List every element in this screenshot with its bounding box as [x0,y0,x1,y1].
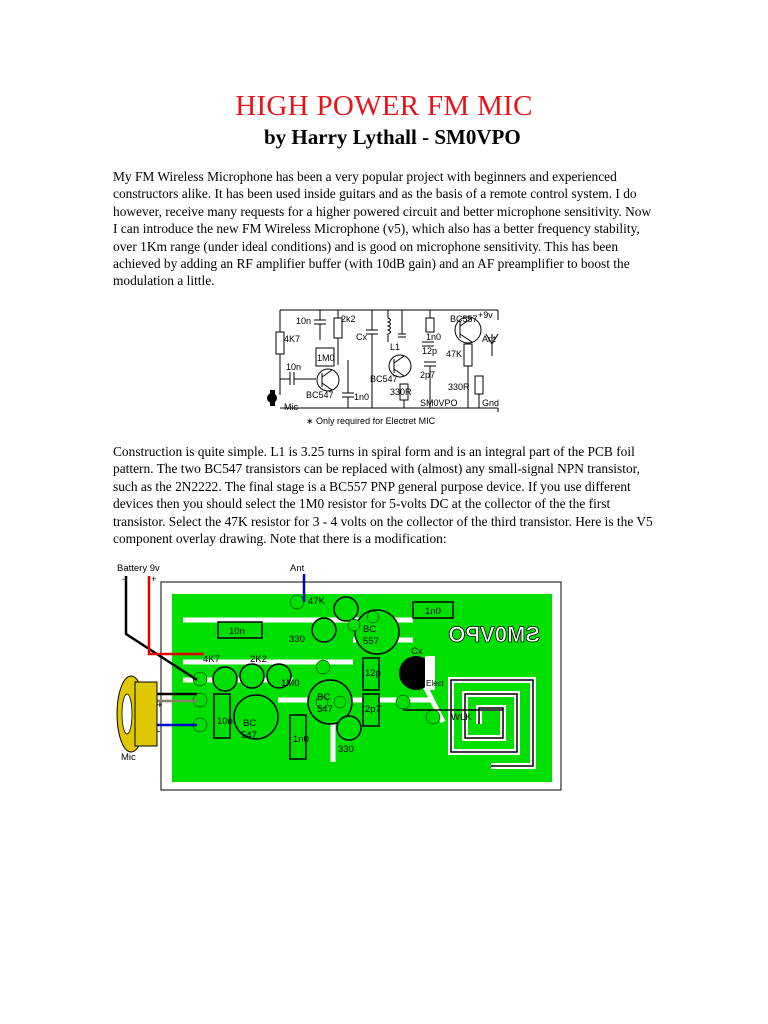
overlay-label: Mic [121,752,136,763]
intro-paragraph: My FM Wireless Microphone has been a very popular project with beginners and experienced constructors alike. It has been used inside guitars and as the basis of a remote control system. I do however, receive many requests for a higher powered circuit and better microphone sensitivity. Now I can introduce the new FM Wireless Microphone (v5), which also has a better frequency stability, over 1Km range (under ideal conditions) and is good on microphone sensitivity. This has been achieved by adding an RF amplifier buffer (with 10dB gain) and an AF preamplifier to boost the modulation a little. [113,169,652,289]
overlay-label: 547 [317,704,333,715]
overlay-label: 1n0 [293,734,309,745]
schematic-label: BC547 [306,390,334,400]
overlay-label: 330 [289,634,305,645]
overlay-label: 2K2 [250,654,267,665]
overlay-label: 330 [338,744,354,755]
schematic-label: 2p7 [420,370,436,380]
schematic-label: 10n [296,316,312,326]
schematic-label: 1n0 [354,392,370,402]
overlay-label: 10n [229,626,245,637]
schematic-label: BC547 [370,374,398,384]
overlay-label: 1n0 [425,606,441,617]
foil-text: SM0VPO [448,622,540,647]
overlay-label: WLK [451,712,472,723]
schematic-label: 2k2 [341,314,356,324]
schematic-label: 10n [286,362,302,372]
schematic-label: BC557 [450,314,478,324]
schematic-label: Cx [356,332,367,342]
overlay-label: Ant [290,563,305,574]
schematic-label: 330R [390,387,412,397]
circuit-schematic [262,300,508,430]
schematic-label: 1n0 [426,332,442,342]
overlay-label: 12p [365,668,381,679]
overlay-label: BC [243,718,257,729]
schematic-label: 330R [448,382,470,392]
overlay-label: 2p7 [365,704,381,715]
construction-paragraph: Construction is quite simple. L1 is 3.25 turns in spiral form and is an integral part of the PCB foil pattern. The two BC547 transistors can be replaced with (almost) any small-signal NPN transistor, such as the 2N2222. The final stage is a BC557 PNP general purpose device. If you use different devices then you should select the 1M0 resistor for 5-volts DC at the collector of the the first transistor. Select the 47K resistor for 3 - 4 volts on the collector of the third transistor. Here is the V5 component overlay drawing. Note that there is a modification: [113,444,653,547]
overlay-label: Cx [411,646,423,657]
schematic-label: 47K [446,349,463,359]
overlay-label: Battery 9v [117,563,160,574]
microphone-icon [117,676,157,752]
overlay-label: BC [363,624,377,635]
schematic-label: Gnd [482,398,500,408]
page-title: HIGH POWER FM MIC [235,90,533,122]
overlay-label: 47K [308,596,325,607]
overlay-label: 4K7 [203,654,220,665]
schematic-label: 12p [422,346,438,356]
overlay-label: 547 [241,730,257,741]
overlay-label: + [151,574,157,585]
schematic-label: Ant [482,334,496,344]
schematic-label: 1M0 [317,353,335,363]
schematic-label: L1 [390,342,401,352]
overlay-label: - [157,726,161,737]
overlay-label: BC [317,692,331,703]
overlay-label: + [157,700,163,711]
schematic-label: SM0VPO [420,398,458,408]
overlay-label: 557 [363,636,379,647]
schematic-label: 4K7 [284,334,301,344]
schematic-label: Mic [284,402,298,412]
overlay-label: Elect [426,679,444,688]
overlay-label: 1M0 [281,678,300,689]
page-subtitle: by Harry Lythall - SM0VPO [264,125,521,149]
component-overlay-drawing [113,562,563,794]
schematic-label: +9v [478,310,493,320]
overlay-label: 10n [217,716,233,727]
schematic-caption: ∗ Only required for Electret MIC [306,416,436,426]
overlay-label: - [122,574,126,585]
